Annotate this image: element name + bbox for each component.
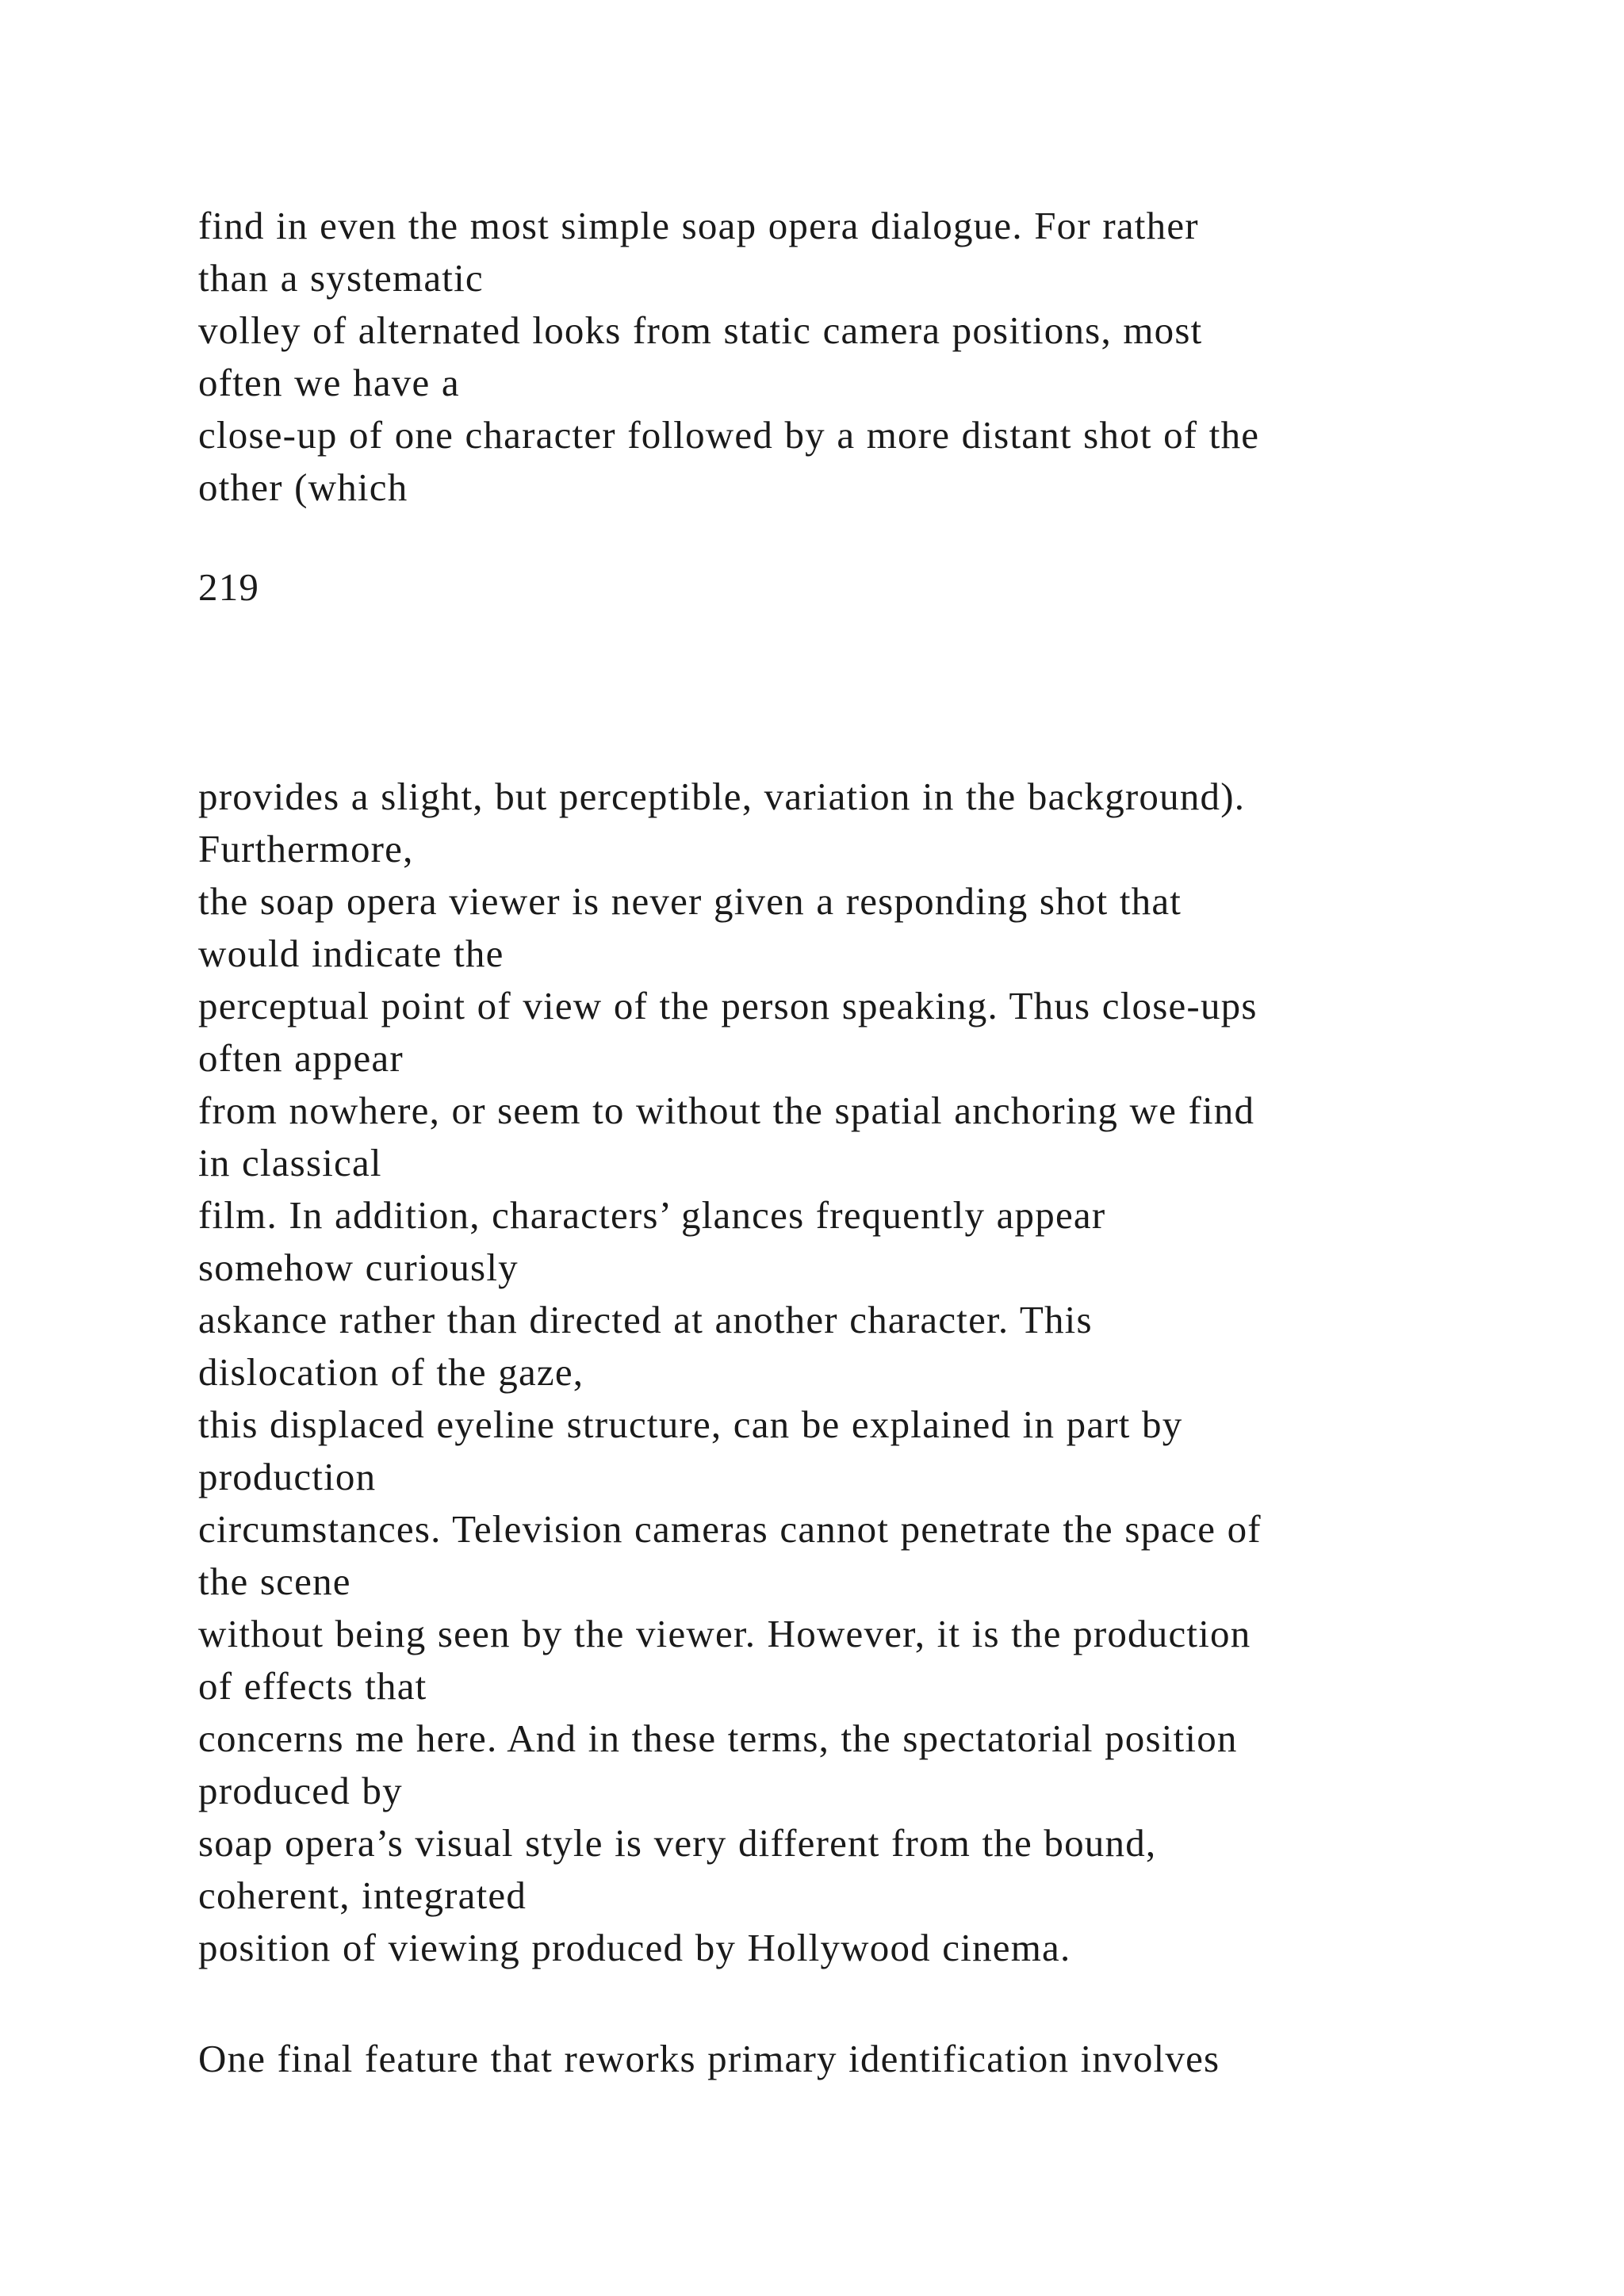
text-line: would indicate the [198,932,504,975]
text-line: often appear [198,1036,404,1080]
text-line: of effects that [198,1664,427,1708]
text-line: provides a slight, but perceptible, variation in the background). [198,775,1246,818]
text-line: dislocation of the gaze, [198,1350,584,1394]
text-line: often we have a [198,361,460,404]
text-line: from nowhere, or seem to without the spatial anchoring we find [198,1089,1255,1132]
text-line: film. In addition, characters’ glances frequently appear [198,1193,1106,1237]
page-number-text: 219 [198,565,260,609]
paragraph-main [198,771,1499,1974]
text-line: the scene [198,1559,351,1603]
paragraph-next [198,2033,1499,2085]
text-line: coherent, integrated [198,1873,527,1917]
text-line: concerns me here. And in these terms, the spectatorial position [198,1716,1238,1760]
text-line: perceptual point of view of the person speaking. Thus close-ups [198,984,1258,1027]
text-line: askance rather than directed at another character. This [198,1298,1093,1341]
text-line: the soap opera viewer is never given a responding shot that [198,879,1182,923]
text-line: circumstances. Television cameras cannot penetrate the space of [198,1507,1262,1551]
text-line: production [198,1455,377,1498]
text-line: Furthermore, [198,827,414,871]
text-line: this displaced eyeline structure, can be explained in part by [198,1402,1183,1446]
text-line: somehow curiously [198,1246,519,1289]
text-line: than a systematic [198,256,484,300]
text-line: One final feature that reworks primary identification involves [198,2037,1220,2080]
text-line: other (which [198,465,408,509]
text-line: in classical [198,1141,382,1184]
text-line: without being seen by the viewer. However, it is the production [198,1612,1251,1655]
text-line: soap opera’s visual style is very different from the bound, [198,1821,1157,1865]
text-line: close-up of one character followed by a more distant shot of the [198,413,1260,457]
text-line: produced by [198,1769,403,1812]
text-line: volley of alternated looks from static camera positions, most [198,308,1203,352]
page-number [198,561,1499,614]
text-line: find in even the most simple soap opera dialogue. For rather [198,204,1199,247]
paragraph-continued [198,200,1499,514]
text-line: position of viewing produced by Hollywood cinema. [198,1926,1071,1969]
